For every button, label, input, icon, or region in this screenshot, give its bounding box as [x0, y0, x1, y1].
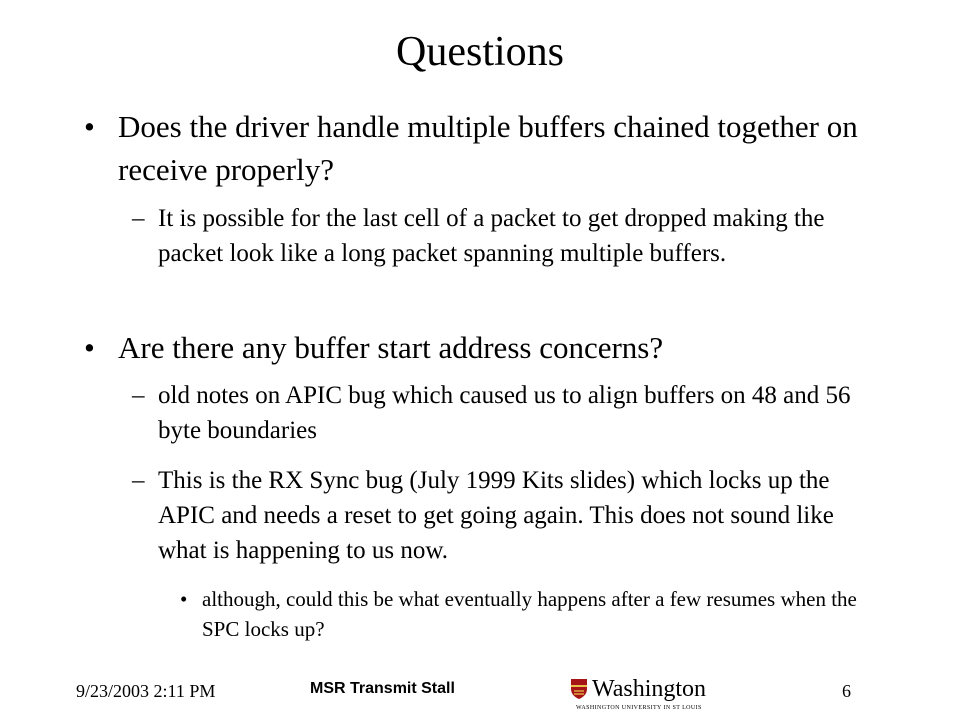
bullet-item-level2: [132, 463, 888, 568]
bullet-text: although, could this be what eventually happens after a few resumes when the SPC locks up?: [202, 587, 857, 641]
logo-subtitle: WASHINGTON UNIVERSITY IN ST LOUIS: [576, 705, 702, 711]
bullet-marker: •: [180, 587, 188, 611]
logo-name: Washington: [592, 676, 707, 702]
bullet-text: Are there any buffer start address concerns?: [118, 330, 664, 365]
dash-marker: –: [132, 205, 145, 232]
university-logo: [570, 678, 730, 714]
slide-title: Questions: [396, 29, 564, 75]
bullet-text: It is possible for the last cell of a packet to get dropped making the packet look like a long packet spanning multiple buffers.: [158, 205, 825, 267]
footer-date: 9/23/2003 2:11 PM: [76, 681, 216, 701]
shield-icon: [570, 678, 588, 700]
bullet-item-level2: [132, 201, 888, 271]
bullet-marker: •: [84, 330, 95, 365]
bullet-item-level3: [180, 584, 882, 644]
bullet-text: old notes on APIC bug which caused us to align buffers on 48 and 56 byte boundaries: [158, 382, 851, 444]
bullet-marker: •: [84, 109, 95, 144]
bullet-item-level1: [84, 326, 858, 369]
bullet-item-level1: [84, 105, 858, 191]
bullet-text: Does the driver handle multiple buffers chained together on receive properly?: [118, 109, 858, 187]
page-number: 6: [842, 681, 851, 701]
bullet-item-level2: [132, 378, 888, 448]
dash-marker: –: [132, 467, 145, 494]
footer-title: MSR Transmit Stall: [310, 680, 455, 697]
dash-marker: –: [132, 382, 145, 409]
bullet-text: This is the RX Sync bug (July 1999 Kits slides) which locks up the APIC and needs a reset to get going again. This does not sound like what is happening to us now.: [158, 467, 834, 564]
